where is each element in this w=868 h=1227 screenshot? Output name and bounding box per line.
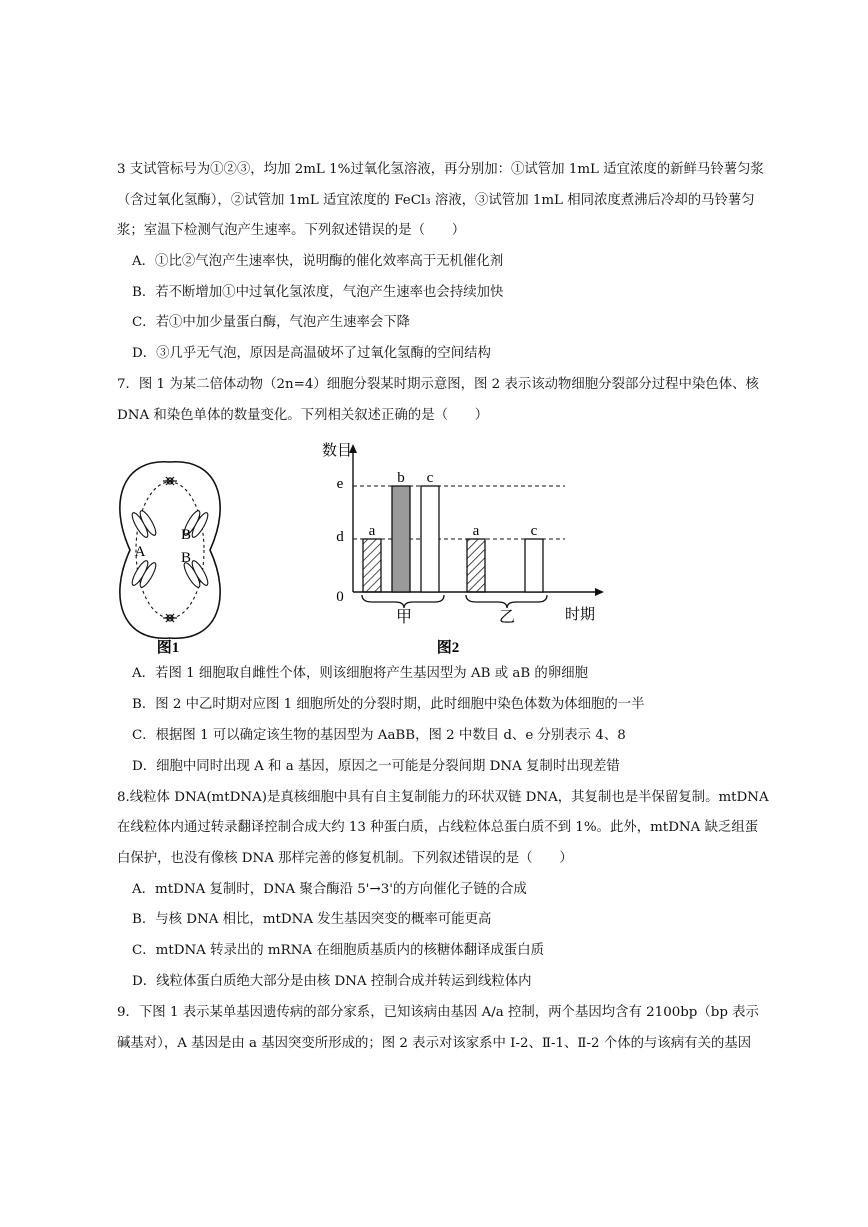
q6-stem-line-1: 3 支试管标号为①②③，均加 2mL 1%过氧化氢溶液，再分别加：①试管加 1mL 适宜浓度的新鲜马铃薯匀浆 [117, 162, 764, 177]
q7-option-c: C．根据图 1 可以确定该生物的基因型为 AaBB，图 2 中数目 d、e 分别表示 4、8 [132, 728, 626, 743]
q6-option-d: D．③几乎无气泡，原因是高温破坏了过氧化氢酶的空间结构 [132, 346, 491, 361]
brace-yi [466, 595, 547, 608]
spindle [136, 482, 204, 618]
bar-label-c-乙: c [530, 523, 538, 539]
q6-stem-line-3: 浆；室温下检测气泡产生速率。下列叙述错误的是（ ） [117, 223, 466, 238]
gene-label-b-top: B [180, 527, 192, 543]
q8-stem-line-1: 8.线粒体 DNA(mtDNA)是真核细胞中具有自主复制能力的环状双链 DNA，其复制也是半保留复制。mtDNA [117, 790, 769, 805]
tick-label-e: e [336, 476, 344, 492]
q9-stem-line-1: 9．下图 1 表示某单基因遗传病的部分家系，已知该病由基因 A/a 控制，两个基因均含有 2100bp（bp 表示 [117, 1005, 759, 1020]
figure2-caption: 图2 [436, 640, 460, 656]
bar-c-甲 [421, 486, 439, 592]
q6-option-b: B．若不断增加①中过氧化氢浓度，气泡产生速率也会持续加快 [132, 285, 504, 300]
q6-option-c: C．若①中加少量蛋白酶，气泡产生速率会下降 [132, 315, 411, 330]
q7-option-a: A．若图 1 细胞取自雌性个体，则该细胞将产生基因型为 AB 或 aB 的卵细胞 [132, 666, 588, 681]
q7-stem-line-1: 7．图 1 为某二倍体动物（2n=4）细胞分裂某时期示意图，图 2 表示该动物细胞分裂部分过程中染色体、核 [117, 377, 759, 392]
centrosome-bottom [163, 614, 177, 622]
tick-label-d: d [336, 529, 344, 545]
brace-jia [362, 595, 444, 608]
x-axis-title: 时期 [565, 607, 596, 623]
figure2-bar-chart [322, 442, 604, 656]
y-axis-title: 数目 [322, 443, 353, 459]
q7-option-d: D．细胞中同时出现 A 和 a 基因，原因之一可能是分裂间期 DNA 复制时出现差错 [132, 759, 620, 774]
bar-label-a-甲: a [368, 523, 376, 539]
q7-figures [110, 440, 630, 660]
gene-label-a: A [134, 544, 146, 560]
bar-label-c-甲: c [426, 470, 434, 486]
q8-option-a: A．mtDNA 复制时，DNA 聚合酶沿 5'→3'的方向催化子链的合成 [132, 882, 527, 897]
figure1-caption: 图1 [156, 640, 180, 656]
q8-stem-line-3: 白保护，也没有像核 DNA 那样完善的修复机制。下列叙述错误的是（ ） [117, 851, 573, 866]
x-axis-arrow [595, 588, 604, 596]
group-label-yi: 乙 [498, 609, 516, 626]
q7-option-b: B．图 2 中乙时期对应图 1 细胞所处的分裂时期，此时细胞中染色体数为体细胞的一半 [132, 697, 645, 712]
origin-label: 0 [336, 589, 344, 605]
bar-a-甲 [363, 539, 381, 592]
q7-stem-line-2: DNA 和染色单体的数量变化。下列相关叙述正确的是（ ） [117, 408, 489, 423]
q7-figures-svg [110, 440, 630, 660]
bar-group [363, 470, 543, 592]
q8-option-b: B．与核 DNA 相比，mtDNA 发生基因突变的概率可能更高 [132, 912, 492, 927]
q6-stem-line-2: （含过氧化氢酶），②试管加 1mL 适宜浓度的 FeCl₃ 溶液，③试管加 1mL 相同浓度煮沸后冷却的马铃薯匀 [117, 193, 755, 208]
centrosome-top [163, 477, 177, 485]
group-label-jia: 甲 [395, 609, 413, 626]
bar-label-a-乙: a [472, 523, 480, 539]
bar-b-甲 [392, 486, 410, 592]
q8-option-c: C．mtDNA 转录出的 mRNA 在细胞质基质内的核糖体翻译成蛋白质 [132, 943, 544, 958]
q8-stem-line-2: 在线粒体内通过转录翻译控制合成大约 13 种蛋白质，占线粒体总蛋白质不到 1%。此外，mtDNA 缺乏组蛋 [117, 820, 759, 835]
chromosomes-right [182, 509, 211, 589]
q9-stem-line-2: 碱基对），A 基因是由 a 基因突变所形成的；图 2 表示对该家系中 I-2、Ⅱ-1、Ⅱ-2 个体的与该病有关的基因 [117, 1036, 752, 1051]
bar-c-乙 [525, 539, 543, 592]
gene-label-b-bottom: B [180, 550, 192, 566]
q8-option-d: D．线粒体蛋白质绝大部分是由核 DNA 控制合成并转运到线粒体内 [132, 974, 532, 989]
q6-option-a: A．①比②气泡产生速率快，说明酶的催化效率高于无机催化剂 [132, 254, 504, 269]
bar-label-b-甲: b [397, 470, 405, 486]
bar-a-乙 [467, 539, 485, 592]
figure1-cell-diagram [120, 462, 220, 656]
